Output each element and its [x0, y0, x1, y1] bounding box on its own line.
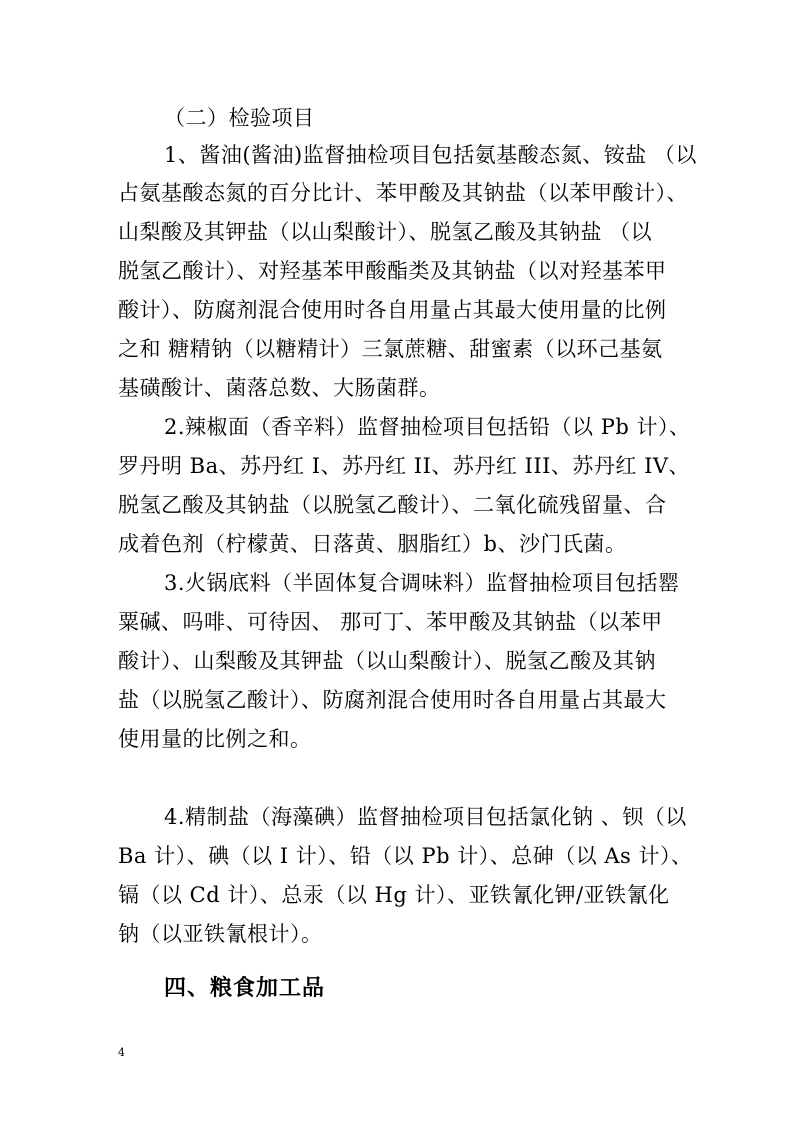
paragraph-line: 2.辣椒面（香辛料）监督抽检项目包括铅（以 Pb 计）、 [164, 415, 691, 439]
paragraph-line: 盐（以脱氢乙酸计）、防腐剂混合使用时各自用量占其最大 [118, 688, 667, 712]
paragraph-line: 脱氢乙酸及其钠盐（以脱氢乙酸计）、二氧化硫残留量、合 [118, 493, 667, 517]
paragraph-line: 4.精制盐（海藻碘）监督抽检项目包括氯化钠 、钡（以 [164, 805, 687, 829]
paragraph-line: 酸计）、防腐剂混合使用时各自用量占其最大使用量的比例 [118, 298, 667, 322]
paragraph-line: 使用量的比例之和。 [118, 727, 312, 751]
paragraph-line: 1、酱油(酱油)监督抽检项目包括氨基酸态氮、铵盐 （以 [164, 143, 697, 167]
paragraph-line: 罗丹明 Ba、苏丹红 I、苏丹红 II、苏丹红 III、苏丹红 IV、 [118, 454, 691, 478]
paragraph-line: 成着色剂（柠檬黄、日落黄、胭脂红）b、沙门氏菌。 [118, 532, 627, 556]
paragraph-line: 之和 糖精钠（以糖精计）三氯蔗糖、甜蜜素（以环己基氨 [118, 337, 663, 361]
page-number: 4 [118, 1046, 125, 1059]
paragraph-line: 钠（以亚铁氰根计）。 [118, 922, 323, 946]
paragraph-line: 山梨酸及其钾盐（以山梨酸计）、脱氢乙酸及其钠盐 （以 [118, 220, 653, 244]
paragraph-line: 粟碱、吗啡、可待因、 那可丁、苯甲酸及其钠盐（以苯甲 [118, 610, 663, 634]
paragraph-line: Ba 计）、碘（以 I 计）、铅（以 Pb 计）、总砷（以 As 计）、 [118, 844, 693, 868]
paragraph-line: 占氨基酸态氮的百分比计、苯甲酸及其钠盐（以苯甲酸计）、 [118, 181, 688, 205]
section-title: （二）检验项目 [164, 106, 315, 130]
section-heading: 四、粮食加工品 [164, 976, 326, 1001]
paragraph-line: 基磺酸计、菌落总数、大肠菌群。 [118, 376, 441, 400]
paragraph-line: 镉（以 Cd 计）、总汞（以 Hg 计）、亚铁氰化钾/亚铁氰化 [118, 883, 670, 907]
paragraph-line: 3.火锅底料（半固体复合调味料）监督抽检项目包括罂 [164, 571, 680, 595]
paragraph-line: 脱氢乙酸计）、对羟基苯甲酸酯类及其钠盐（以对羟基苯甲 [118, 259, 667, 283]
paragraph-line: 酸计）、山梨酸及其钾盐（以山梨酸计）、脱氢乙酸及其钠 [118, 649, 656, 673]
